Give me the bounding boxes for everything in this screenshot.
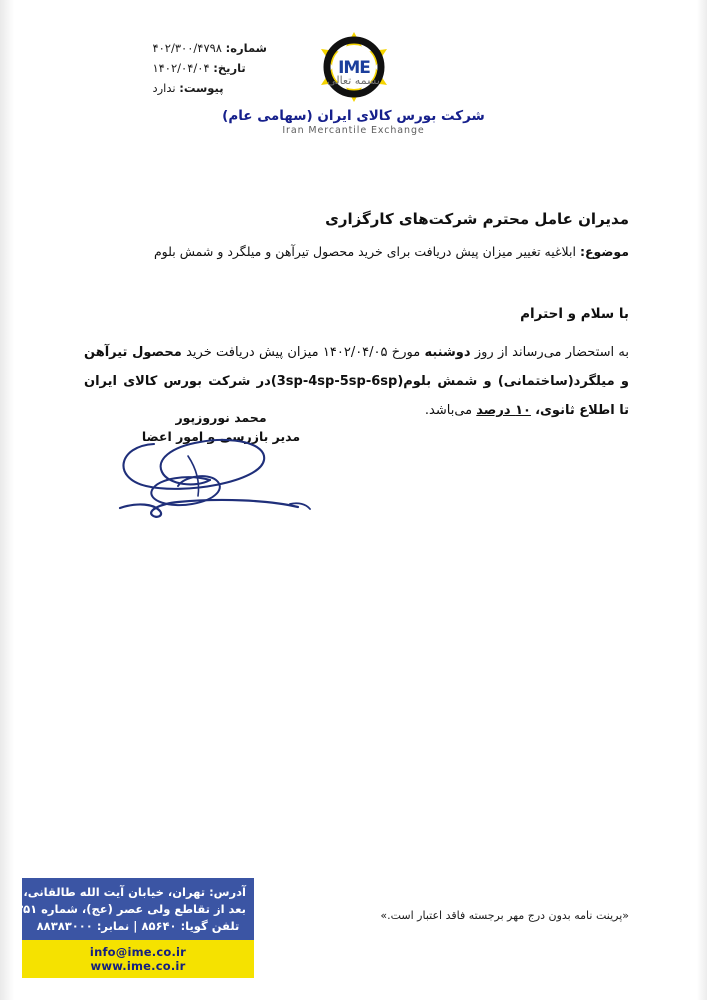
- svg-text:IME: IME: [337, 58, 370, 78]
- letter-content: [84, 210, 629, 425]
- subject-line: [84, 242, 629, 262]
- subject-label: موضوع:: [579, 244, 629, 259]
- document-date-label: تاریخ:: [213, 61, 246, 75]
- body-product-emphasis: محصول تیرآهن و میلگرد(ساختمانی) و شمش بلوم(: [84, 345, 629, 389]
- signatory-title: مدیر بازرسی و امور اعضا: [141, 429, 301, 444]
- organization-name-en: Iran Mercantile Exchange: [282, 125, 425, 136]
- footer-contact-box: [16, 878, 254, 978]
- document-attachment-label: پیوست:: [179, 81, 224, 95]
- footer-online-contacts: [22, 940, 254, 978]
- document-number-label: شماره:: [225, 41, 267, 55]
- signature-block: [96, 408, 346, 446]
- footer-validity-note: «پرینت نامه بدون درج مهر برجسته فاقد اعتبار است.»: [380, 909, 629, 922]
- body-segment-3: )در شرکت بورس کالای ایران تا اطلاع ثانوی،: [84, 374, 629, 418]
- subject-text: ابلاغیه تغییر میزان پیش دریافت برای خرید محصول تیرآهن و میلگرد و شمش بلوم: [153, 244, 576, 259]
- signatory-name: محمد نوروزپور: [175, 410, 267, 425]
- body-segment-1: به استحضار می‌رساند از روز: [474, 345, 630, 360]
- ime-logo-icon: [311, 30, 397, 104]
- footer-website[interactable]: www.ime.co.ir: [90, 959, 186, 973]
- body-percent-underlined: ۱۰ درصد: [476, 403, 531, 418]
- footer-address-line-1: آدرس: تهران، خیابان آیت الله طالقانی،: [23, 885, 246, 899]
- body-segment-2: مورخ ۱۴۰۲/۰۴/۰۵ میزان پیش دریافت خرید: [186, 345, 421, 360]
- footer-address-line-2: بعد از تقاطع ولی عصر (عج)، شماره ۳۵۱: [16, 902, 246, 916]
- body-grades-latin: 3sp-4sp-5sp-6sp: [276, 374, 398, 389]
- salutation-line: با سلام و احترام: [520, 306, 629, 322]
- footer-address: [16, 878, 254, 940]
- organization-name-fa: شرکت بورس کالای ایران (سهامی عام): [222, 108, 485, 124]
- footer-address-line-3: تلفن گویا: ۸۵۶۴۰ | نمابر: ۸۸۳۸۳۰۰۰: [36, 919, 240, 933]
- document-attachment-value: ندارد: [152, 81, 176, 95]
- document-number-value: ۴۰۲/۳۰۰/۴۷۹۸: [152, 41, 222, 55]
- body-day-emphasis: دوشنبه: [424, 345, 471, 360]
- addressee-line: مدیران عامل محترم شرکت‌های کارگزاری: [325, 210, 629, 228]
- footer-email[interactable]: info@ime.co.ir: [89, 945, 187, 959]
- letterhead-logo: [0, 30, 707, 136]
- body-segment-4: می‌باشد.: [424, 403, 473, 418]
- document-date-value: ۱۴۰۲/۰۴/۰۴: [152, 61, 210, 75]
- basmala-text: بسمه تعالی: [327, 74, 380, 87]
